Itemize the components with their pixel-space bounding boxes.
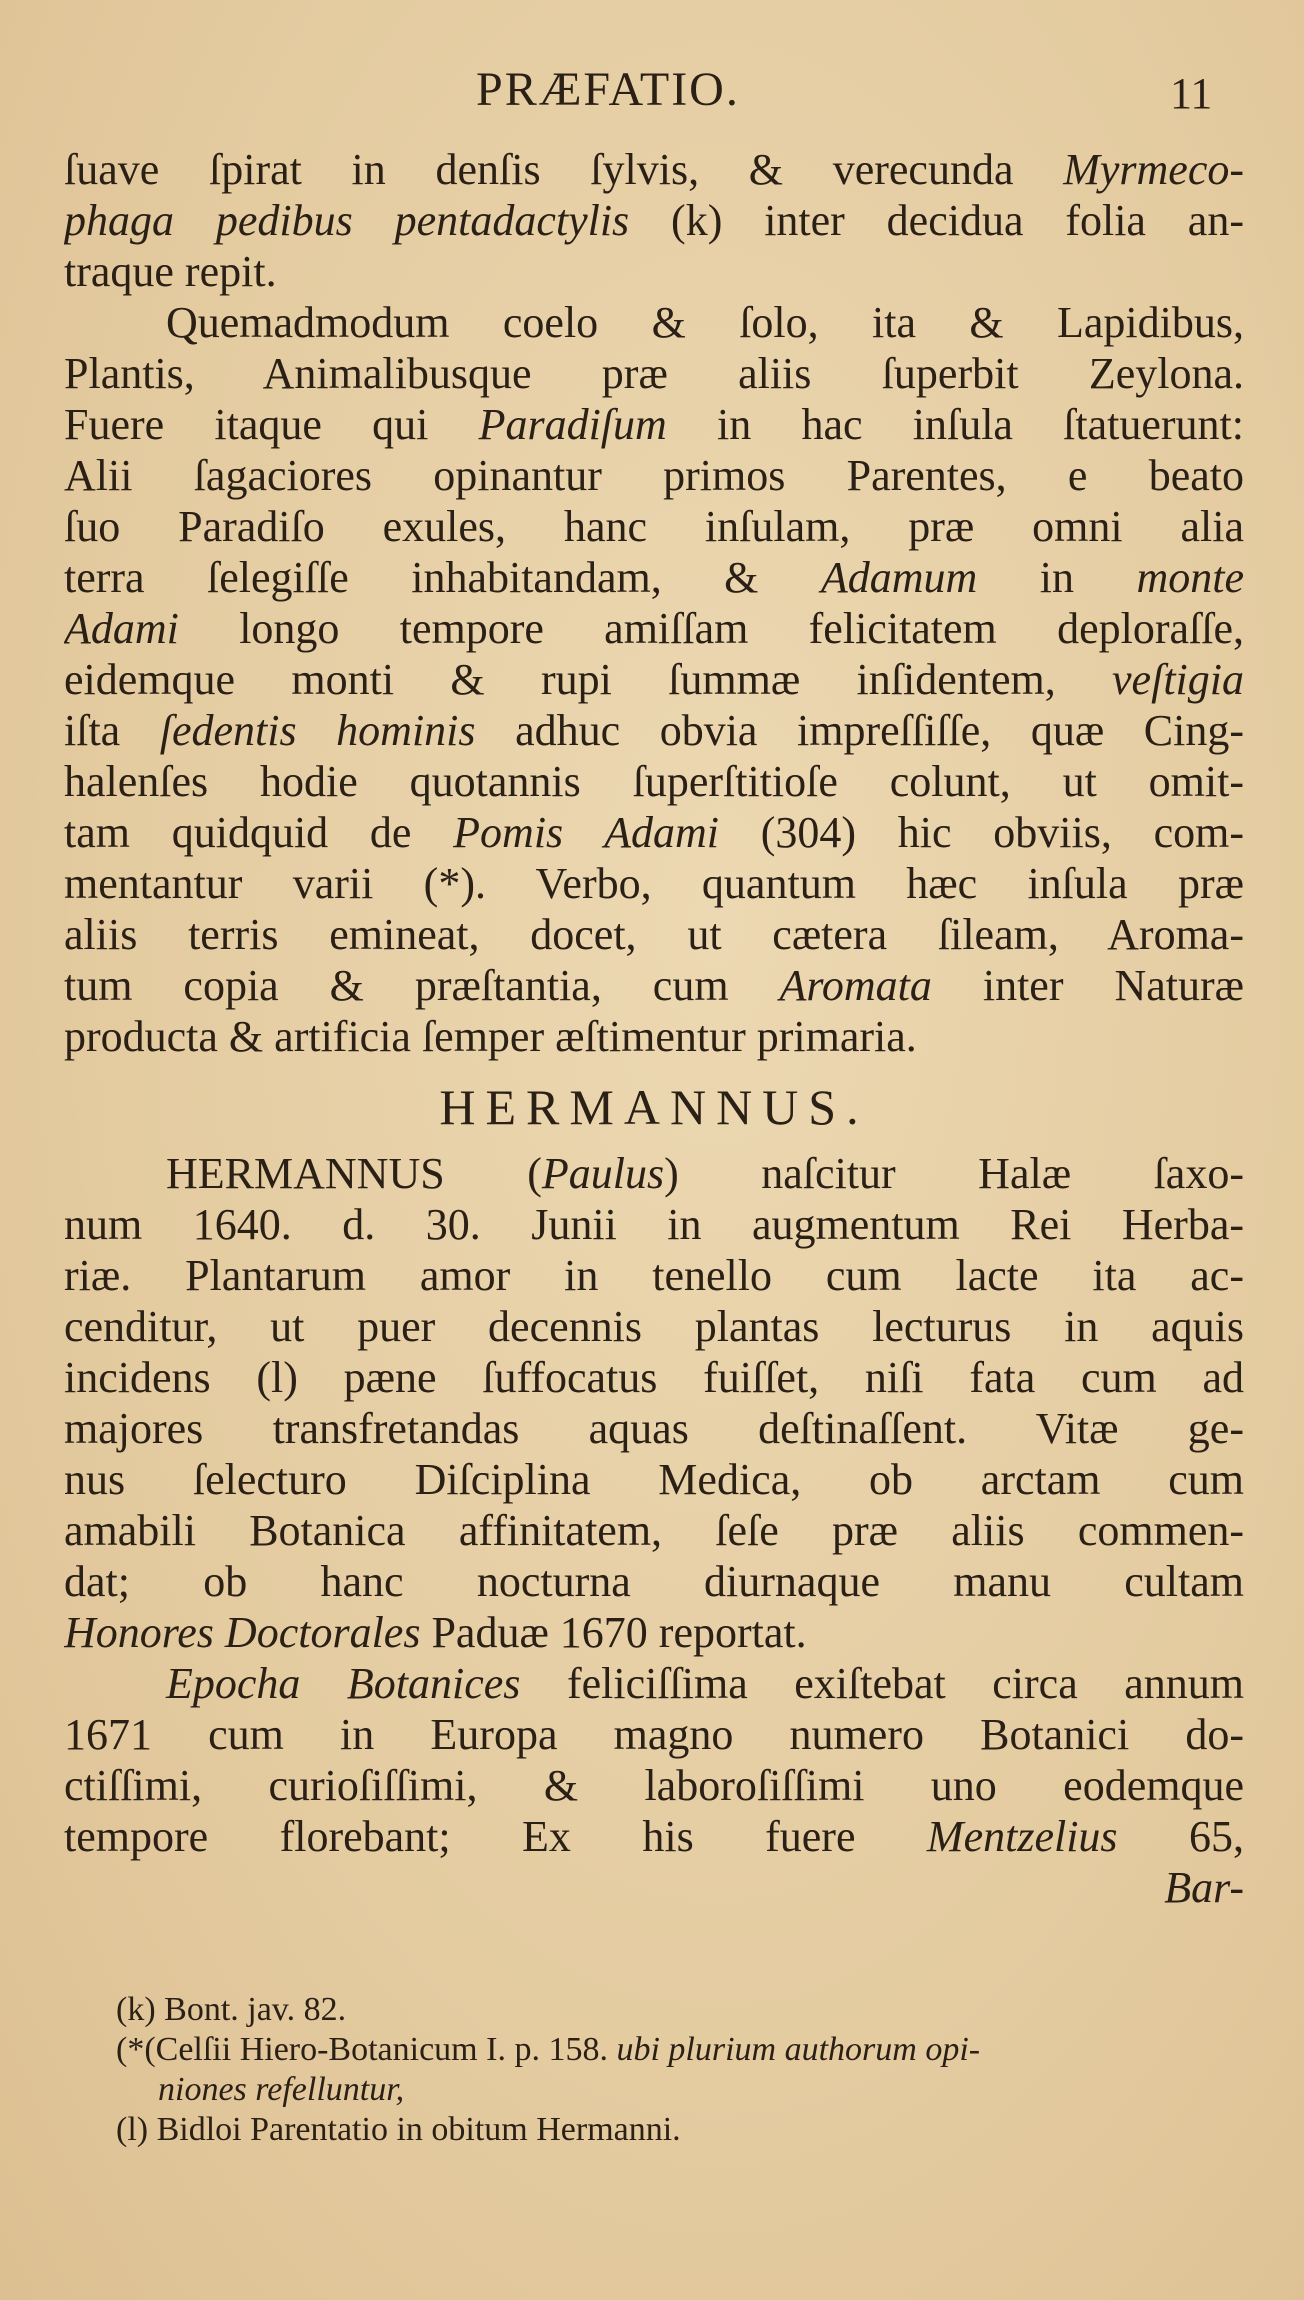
main-text	[64, 144, 1244, 1913]
text-line: Alii ſagaciores opinantur primos Parentes, e beato	[64, 451, 1244, 500]
page-number: 11	[1170, 69, 1213, 118]
running-head	[0, 62, 1304, 132]
text-line: Bar-	[1164, 1863, 1244, 1912]
text-line: eidemque monti & rupi ſummæ inſidentem, veſtigia	[64, 655, 1244, 704]
text-line: Plantis, Animalibusque præ aliis ſuperbit Zeylona.	[64, 349, 1244, 398]
text-line: traque repit.	[64, 247, 277, 296]
text-line: 1671 cum in Europa magno numero Botanici do-	[64, 1710, 1244, 1759]
section-title: HERMANNUS.	[439, 1079, 869, 1135]
text-line: incidens (l) pæne ſuffocatus fuiſſet, niſi fata cum ad	[64, 1353, 1244, 1402]
text-line: tam quidquid de Pomis Adami (304) hic obviis, com-	[64, 808, 1244, 857]
text-line: mentantur varii (*). Verbo, quantum hæc inſula præ	[64, 859, 1244, 908]
text-line: tempore florebant; Ex his fuere Mentzelius 65,	[64, 1812, 1244, 1861]
preface-paragraphs	[64, 144, 1244, 1062]
footnotes	[116, 1990, 1236, 2150]
text-line: producta & artificia ſemper æſtimentur primaria.	[64, 1012, 917, 1061]
footnote-line: (k) Bont. jav. 82.	[116, 1991, 347, 2028]
text-line: iſta ſedentis hominis adhuc obvia impreſſiſſe, quæ Cing-	[64, 706, 1244, 755]
footnote-line: niones refelluntur,	[158, 2071, 405, 2108]
text-line: num 1640. d. 30. Junii in augmentum Rei Herba-	[64, 1200, 1244, 1249]
footnote-line: (l) Bidloi Parentatio in obitum Hermanni.	[116, 2111, 681, 2148]
text-line: nus ſelecturo Diſciplina Medica, ob arctam cum	[64, 1455, 1244, 1504]
text-line: aliis terris emineat, docet, ut cætera ſileam, Aroma-	[64, 910, 1244, 959]
text-line: cenditur, ut puer decennis plantas lecturus in aquis	[64, 1302, 1244, 1351]
text-line: ſuo Paradiſo exules, hanc inſulam, præ omni alia	[64, 502, 1244, 551]
text-line: Honores Doctorales Paduæ 1670 reportat.	[64, 1608, 807, 1657]
text-line: phaga pedibus pentadactylis (k) inter decidua folia an-	[64, 196, 1244, 245]
text-line: tum copia & præſtantia, cum Aromata inter Naturæ	[64, 961, 1244, 1010]
text-line: halenſes hodie quotannis ſuperſtitioſe colunt, ut omit-	[64, 757, 1244, 806]
text-line: Quemadmodum coelo & ſolo, ita & Lapidibus,	[166, 298, 1244, 347]
text-line: majores transfretandas aquas deſtinaſſent. Vitæ ge-	[64, 1404, 1244, 1453]
text-line: terra ſelegiſſe inhabitandam, & Adamum in monte	[64, 553, 1244, 602]
text-line: Epocha Botanices feliciſſima exiſtebat circa annum	[166, 1659, 1244, 1708]
text-line: dat; ob hanc nocturna diurnaque manu cultam	[64, 1557, 1244, 1606]
text-line: HERMANNUS (Paulus) naſcitur Halæ ſaxo-	[166, 1149, 1244, 1198]
text-line: Adami longo tempore amiſſam felicitatem deploraſſe,	[64, 604, 1244, 653]
text-line: ſuave ſpirat in denſis ſylvis, & verecunda Myrmeco-	[64, 145, 1244, 194]
text-line: Fuere itaque qui Paradiſum in hac inſula ſtatuerunt:	[64, 400, 1244, 449]
text-line: ctiſſimi, curioſiſſimi, & laboroſiſſimi uno eodemque	[64, 1761, 1244, 1810]
text-line: riæ. Plantarum amor in tenello cum lacte ita ac-	[64, 1251, 1244, 1300]
footnote-line: (*(Celſii Hiero-Botanicum I. p. 158. ubi plurium authorum opi-	[116, 2031, 981, 2068]
hermannus-paragraphs	[64, 1148, 1244, 1913]
running-title: PRÆFATIO.	[476, 63, 740, 116]
text-line: amabili Botanica affinitatem, ſeſe præ aliis commen-	[64, 1506, 1244, 1555]
